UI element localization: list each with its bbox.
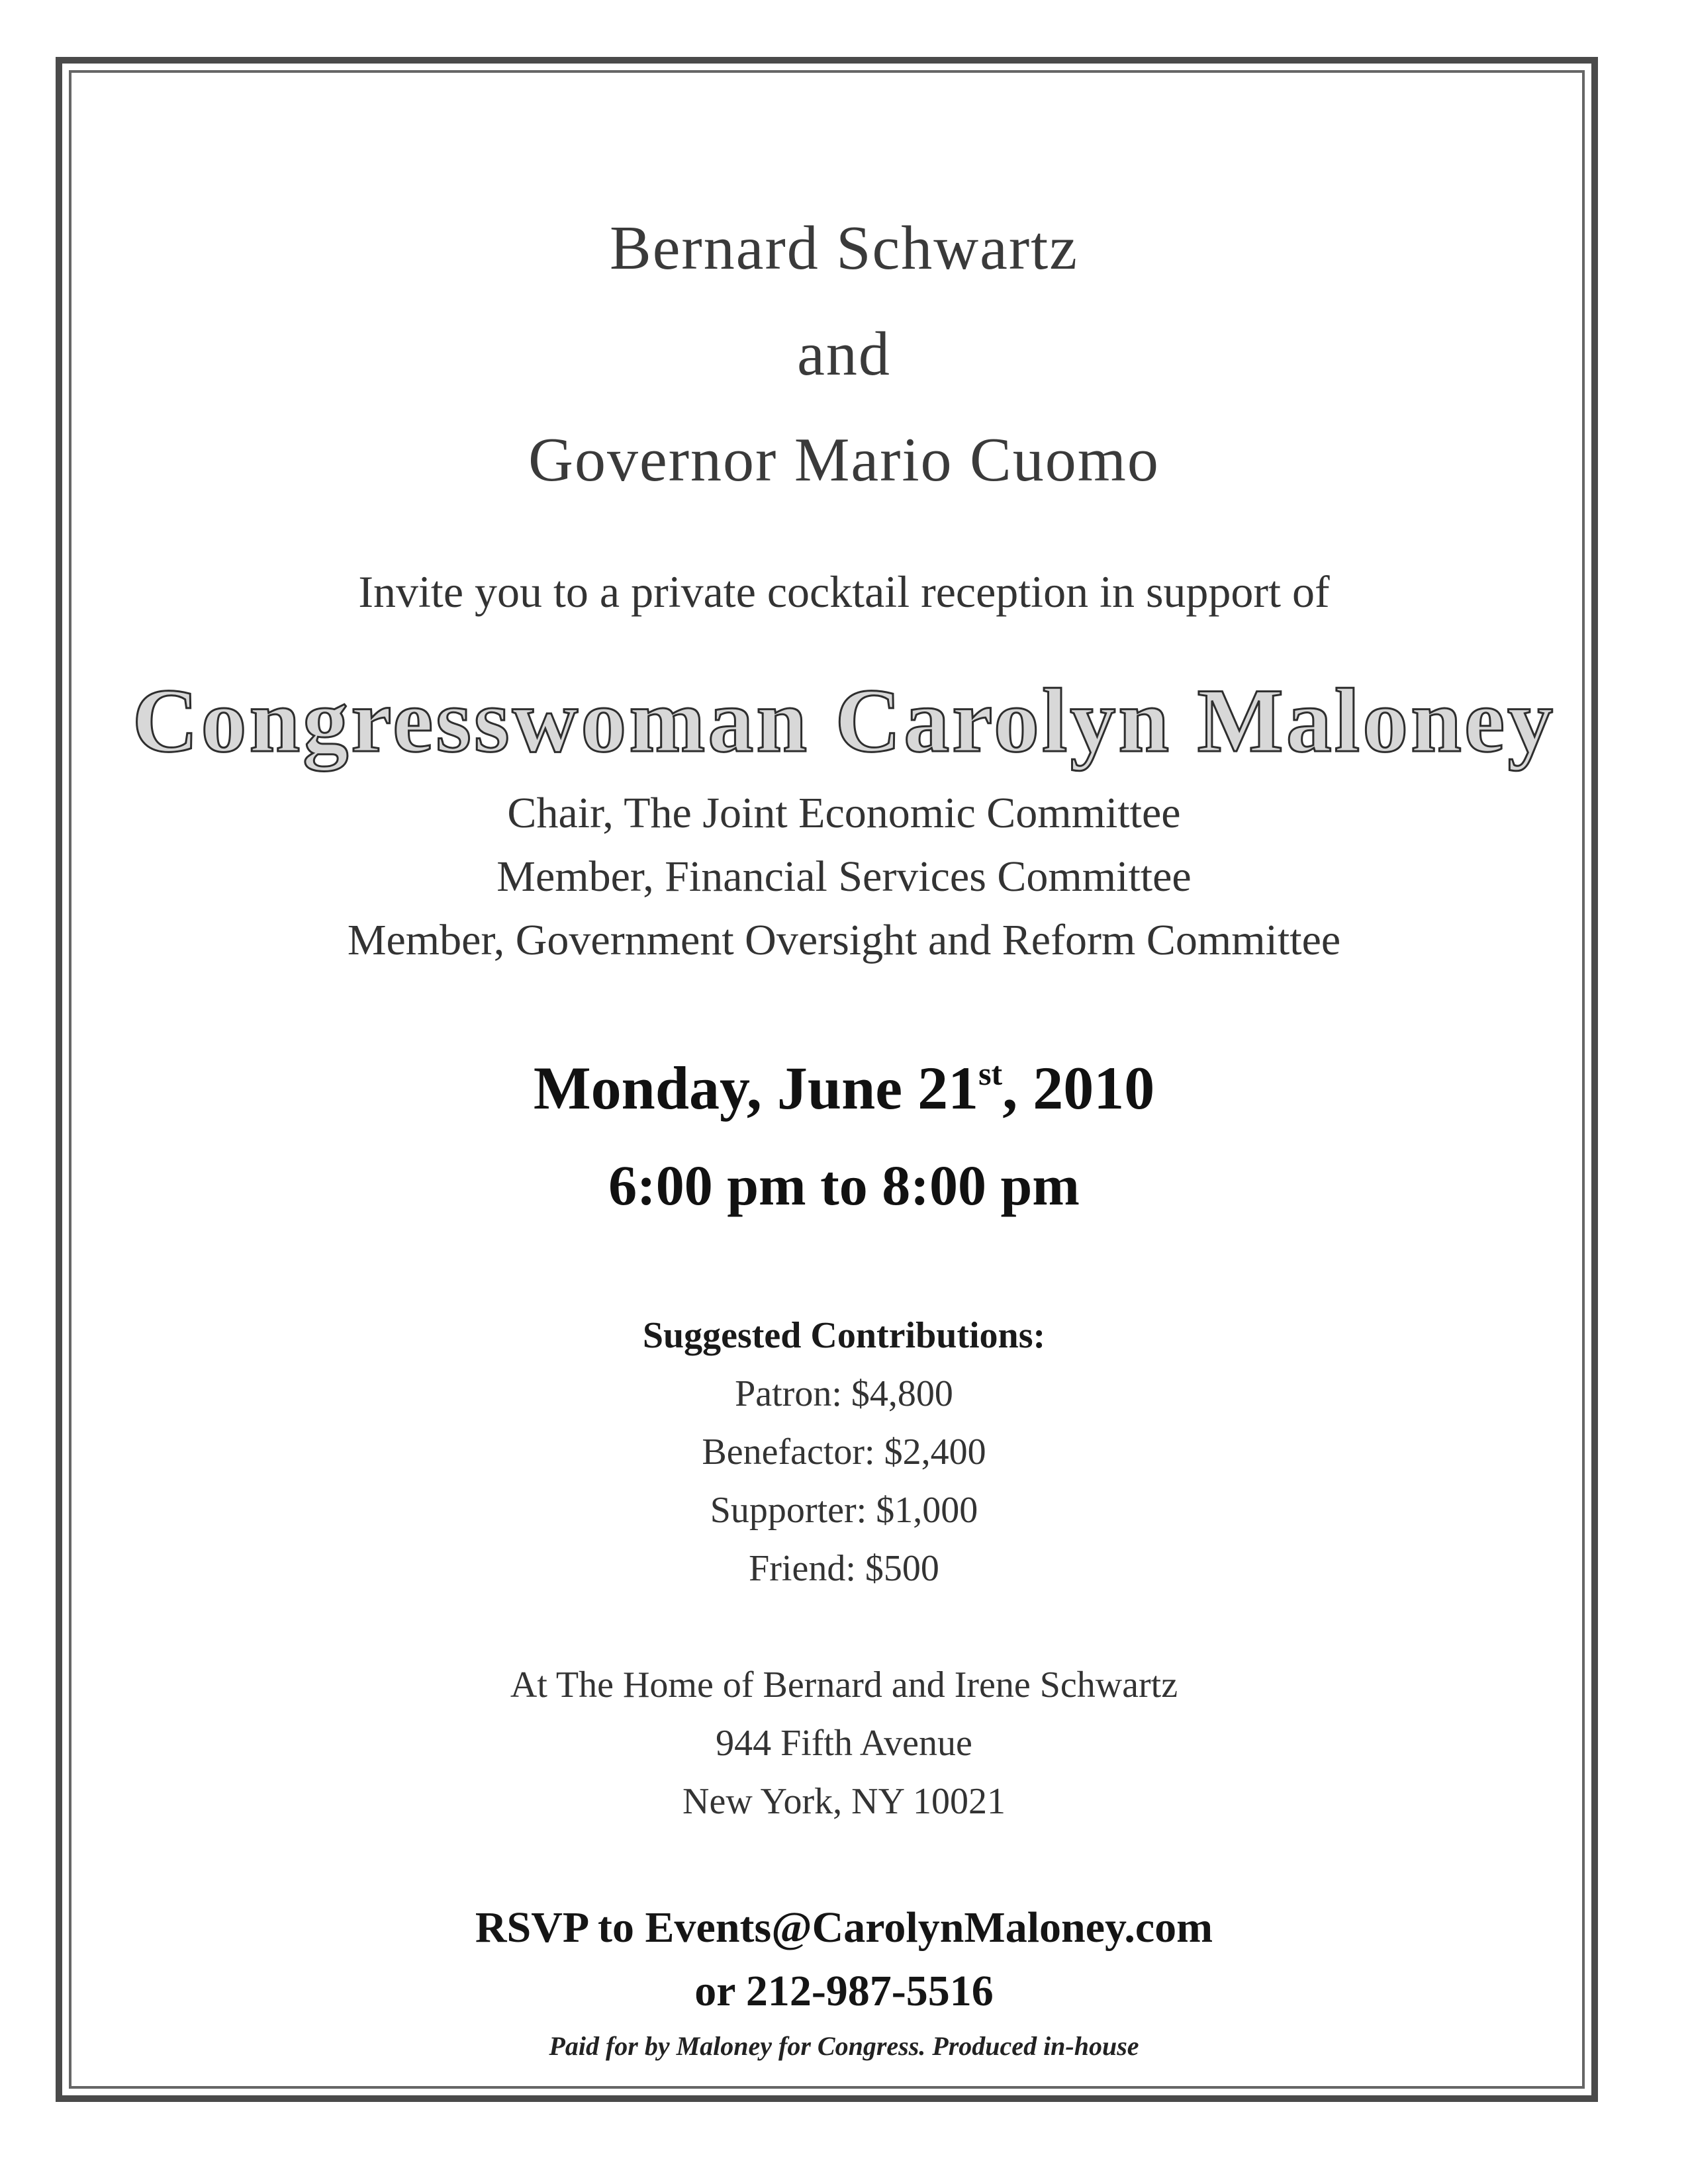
- event-date-main: Monday, June 21: [533, 1054, 979, 1122]
- event-date: [0, 1054, 1688, 1122]
- host-2: Governor Mario Cuomo: [528, 426, 1160, 494]
- invitation-text: Invite you to a private cocktail reception in support of: [358, 567, 1330, 617]
- honoree-role-1: Chair, The Joint Economic Committee: [507, 789, 1181, 837]
- rsvp-email-line: RSVP to Events@CarolynMaloney.com: [475, 1903, 1213, 1952]
- honoree-role-2: Member, Financial Services Committee: [496, 852, 1192, 901]
- contributions-heading: Suggested Contributions:: [642, 1315, 1046, 1356]
- contribution-level-benefactor: Benefactor: $2,400: [702, 1432, 986, 1473]
- host-conjunction: and: [797, 320, 891, 388]
- event-time: 6:00 pm to 8:00 pm: [608, 1154, 1080, 1217]
- venue-city: New York, NY 10021: [682, 1781, 1006, 1822]
- event-date-ordinal: st: [978, 1055, 1003, 1092]
- honoree-role-3: Member, Government Oversight and Reform Committee: [347, 916, 1341, 964]
- venue-host-line: At The Home of Bernard and Irene Schwartz: [510, 1664, 1178, 1706]
- host-1: Bernard Schwartz: [610, 214, 1078, 283]
- paid-for-disclaimer: Paid for by Maloney for Congress. Produced in-house: [549, 2031, 1139, 2061]
- contribution-level-friend: Friend: $500: [749, 1548, 939, 1589]
- contribution-level-supporter: Supporter: $1,000: [710, 1490, 978, 1531]
- venue-street: 944 Fifth Avenue: [716, 1723, 972, 1764]
- honoree-name: Congresswoman Carolyn Maloney: [132, 670, 1556, 771]
- event-date-year: , 2010: [1002, 1054, 1155, 1122]
- rsvp-phone-line: or 212-987-5516: [694, 1967, 994, 2015]
- contribution-level-patron: Patron: $4,800: [735, 1373, 953, 1414]
